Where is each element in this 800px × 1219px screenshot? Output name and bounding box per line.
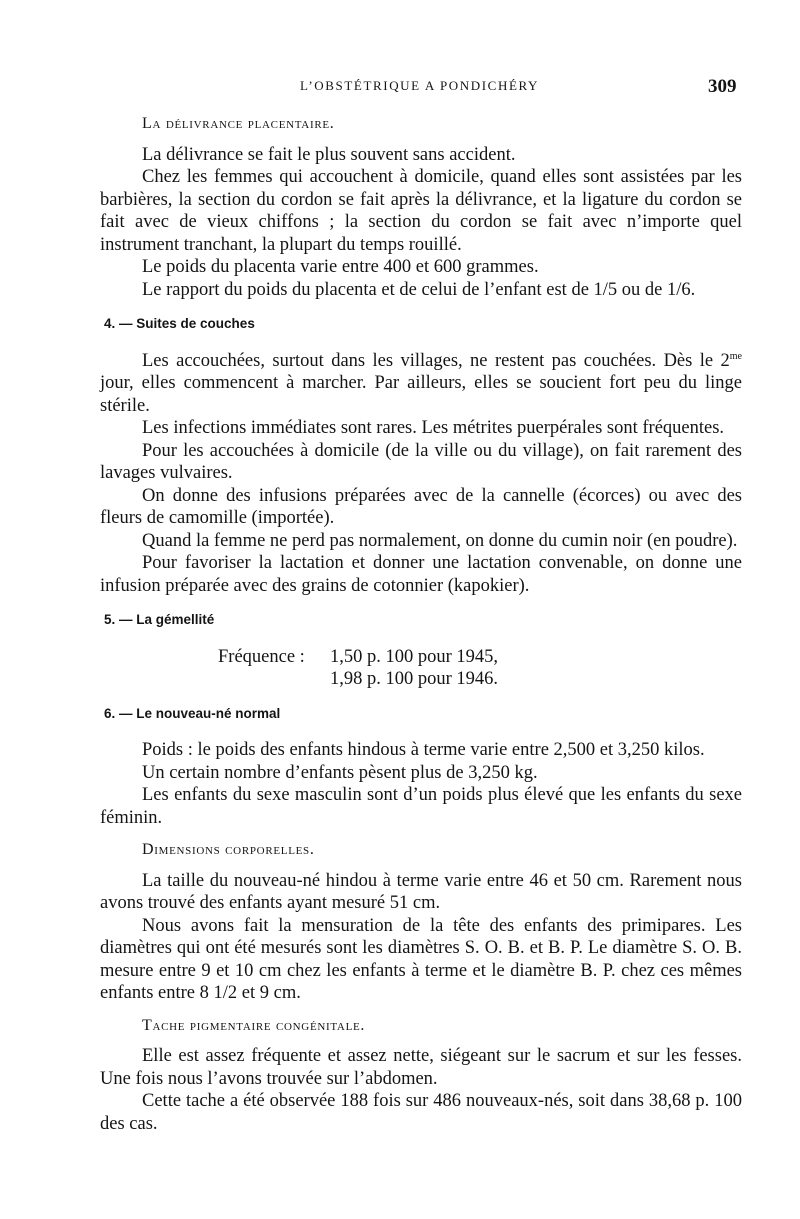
page-number: 309 [708, 76, 737, 97]
subheading-dimensions: Dimensions corporelles. [142, 841, 315, 858]
frequency-1945: 1,50 p. 100 pour 1945, [330, 646, 499, 667]
superscript: me [729, 350, 742, 362]
paragraph [100, 350, 742, 418]
running-title: L’OBSTÉTRIQUE A PONDICHÉRY [300, 78, 540, 93]
frequency-line [218, 646, 742, 669]
paragraph: Le poids du placenta varie entre 400 et 600 grammes. [142, 257, 539, 277]
body-text [100, 113, 742, 1135]
section-number: 6. — [104, 705, 133, 721]
paragraph: Le rapport du poids du placenta et de celui de l’enfant est de 1/5 ou de 1/6. [142, 279, 696, 300]
section-heading-gemellite [104, 609, 742, 632]
section-number: 5. — [104, 612, 133, 627]
paragraph: La délivrance se fait le plus souvent sans accident. [142, 144, 516, 165]
text-run: jour, elles commencent à marcher. Par ailleurs, elles se soucient fort peu du linge stérile. [100, 373, 742, 416]
frequency-line [218, 668, 742, 691]
paragraph: Pour les accouchées à domicile (de la ville ou du village), on fait rarement des lavages vulvaires. [100, 440, 742, 483]
text-run: Les accouchées, surtout dans les villages, ne restent pas couchées. Dès le 2 [142, 350, 730, 371]
paragraph: Nous avons fait la mensuration de la tête des enfants des primipares. Les diamètres qui ont été mesurés sont les diamètres S. O. B. et B. P. Le diamètre S. O. B. mesure entre 9 et 10 cm chez les enfants à terme et le diamètre B. P. chez ces mêmes enfants entre 8 1/2 et 9 cm. [100, 915, 742, 1003]
paragraph: Chez les femmes qui accouchent à domicile, quand elles sont assistées par les barbières, la section du cordon se fait après la délivrance, et la ligature du cordon se fait avec de vieux chiffons ; la section du cordon se fait avec n’importe quel instrument tranchant, la plupart du temps rouillé. [100, 167, 742, 255]
frequency-spacer [218, 668, 330, 691]
section-title: Suites de couches [136, 316, 255, 331]
paragraph: La taille du nouveau-né hindou à terme varie entre 46 et 50 cm. Rarement nous avons trouvé des enfants ayant mesuré 51 cm. [100, 870, 742, 913]
paragraph: Elle est assez fréquente et assez nette, siégeant sur le sacrum et sur les fesses. Une fois nous l’avons trouvée sur l’abdomen. [100, 1046, 742, 1089]
paragraph: Les enfants du sexe masculin sont d’un poids plus élevé que les enfants du sexe féminin. [100, 785, 742, 828]
paragraph: Quand la femme ne perd pas normalement, on donne du cumin noir (en poudre). [142, 530, 738, 551]
frequency-block [218, 646, 742, 691]
paragraph: Poids : le poids des enfants hindous à terme varie entre 2,500 et 3,250 kilos. [142, 740, 705, 760]
section-heading-suites [104, 313, 742, 336]
paragraph: Un certain nombre d’enfants pèsent plus de 3,250 kg. [142, 762, 538, 783]
subheading-delivrance: La délivrance placentaire. [142, 115, 335, 132]
paragraph: Les infections immédiates sont rares. Les métrites puerpérales sont fréquentes. [142, 418, 725, 438]
section-title: La gémellité [136, 612, 215, 627]
running-header [0, 76, 800, 100]
section-heading-nouveau-ne [104, 703, 742, 726]
section-number: 4. — [104, 316, 133, 331]
paragraph: Cette tache a été observée 188 fois sur 486 nouveaux-nés, soit dans 38,68 p. 100 des cas. [100, 1091, 742, 1134]
frequency-1946: 1,98 p. 100 pour 1946. [330, 669, 499, 689]
frequency-label: Fréquence : [218, 646, 305, 667]
paragraph: On donne des infusions préparées avec de la cannelle (écorces) ou avec des fleurs de camomille (importée). [100, 485, 742, 528]
paragraph: Pour favoriser la lactation et donner une lactation convenable, on donne une infusion préparée avec des grains de cotonnier (kapokier). [100, 553, 742, 596]
section-title: Le nouveau-né normal [136, 705, 281, 721]
subheading-tache: Tache pigmentaire congénitale. [142, 1016, 366, 1034]
